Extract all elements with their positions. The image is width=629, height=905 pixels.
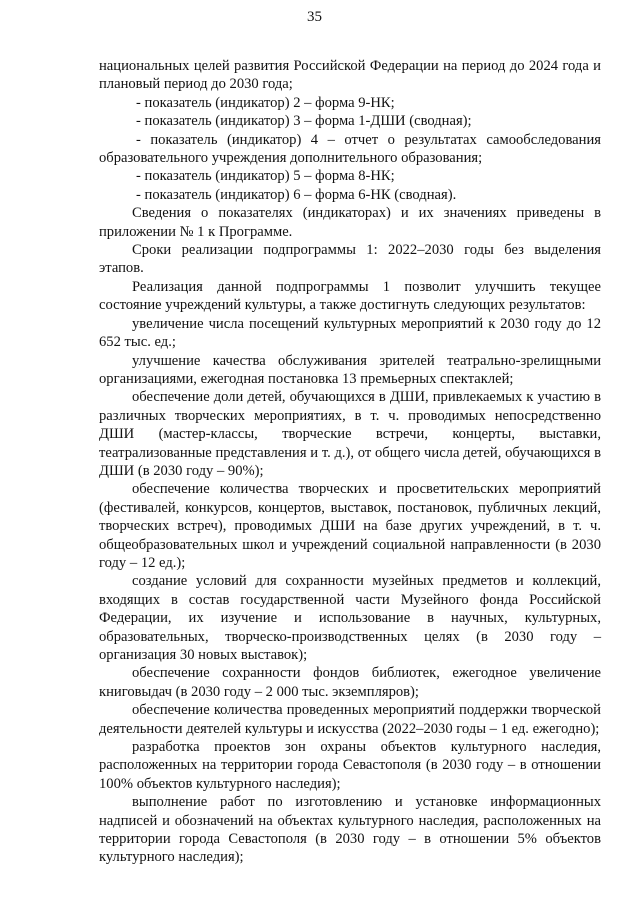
list-item-indicator-6: - показатель (индикатор) 6 – форма 6-НК (сводная). bbox=[136, 186, 457, 203]
list-item-indicator-5: - показатель (индикатор) 5 – форма 8-НК; bbox=[136, 168, 395, 185]
result-item-museum-collections: создание условий для сохранности музейных предметов и коллекций, входящих в состав государственной части Музейного фонда Российской Федерации, их изучение и использование в научных, культурных, образовательных, творческо-производственных целях (в 2030 году – организация 30 новых выставок); bbox=[99, 573, 601, 663]
result-item-creative-support: обеспечение количества проведенных мероприятий поддержки творческой деятельности деятелей культуры и искусства (2022–2030 годы – 1 ед. ежегодно); bbox=[99, 702, 601, 737]
result-item-children-share: обеспечение доли детей, обучающихся в ДШИ, привлекаемых к участию в различных творческих мероприятиях, в т. ч. проводимых непосредственно ДШИ (мастер-классы, творческие встречи, концерты, выставки, театрализованные представления и т. д.), от общего числа детей, обучающихся в ДШИ (в 2030 году – 90%); bbox=[99, 389, 601, 479]
document-body bbox=[99, 57, 601, 867]
result-item-visits: увеличение числа посещений культурных мероприятий к 2030 году до 12 652 тыс. ед.; bbox=[99, 315, 601, 351]
paragraph-goals-continuation: национальных целей развития Российской Федерации на период до 2024 года и плановый период до 2030 года; bbox=[99, 58, 601, 93]
paragraph-implementation-period: Сроки реализации подпрограммы 1: 2022–2030 годы без выделения этапов. bbox=[99, 242, 601, 277]
result-item-information-signs: выполнение работ по изготовлению и установке информационных надписей и обозначений на объектах культурного наследия, расположенных на территории города Севастополя (в 2030 году – в отношении 5% объектов культурного наследия); bbox=[99, 794, 601, 866]
page-number: 35 bbox=[307, 9, 322, 25]
list-item-indicator-3: - показатель (индикатор) 3 – форма 1-ДШИ (сводная); bbox=[136, 113, 472, 130]
result-item-protection-zones: разработка проектов зон охраны объектов культурного наследия, расположенных на территории города Севастополя (в 2030 году – в отношении 100% объектов культурного наследия); bbox=[99, 739, 601, 792]
list-item-indicator-2: - показатель (индикатор) 2 – форма 9-НК; bbox=[136, 94, 395, 111]
list-item-indicator-4: - показатель (индикатор) 4 – отчет о результатах самообследования образовательного учреждения дополнительного образования; bbox=[99, 131, 601, 167]
result-item-theatre-service: улучшение качества обслуживания зрителей театрально-зрелищными организациями, ежегодная постановка 13 премьерных спектаклей; bbox=[99, 352, 601, 387]
result-item-creative-events: обеспечение количества творческих и просветительских мероприятий (фестивалей, конкурсов, концертов, выставок, постановок, публичных лекций, творческих встреч), проводимых ДШИ на базе других учреждений, в т. ч. общеобразовательных школ и учреждений социальной направленности (в 2030 году – 12 ед.); bbox=[99, 481, 601, 571]
paragraph-indicators-reference: Сведения о показателях (индикаторах) и их значениях приведены в приложении № 1 к Программе. bbox=[99, 205, 601, 240]
paragraph-expected-results-intro: Реализация данной подпрограммы 1 позволит улучшить текущее состояние учреждений культуры, а также достигнуть следующих результатов: bbox=[99, 278, 601, 314]
result-item-library-funds: обеспечение сохранности фондов библиотек, ежегодное увеличение книговыдач (в 2030 году – 2 000 тыс. экземпляров); bbox=[99, 665, 601, 700]
